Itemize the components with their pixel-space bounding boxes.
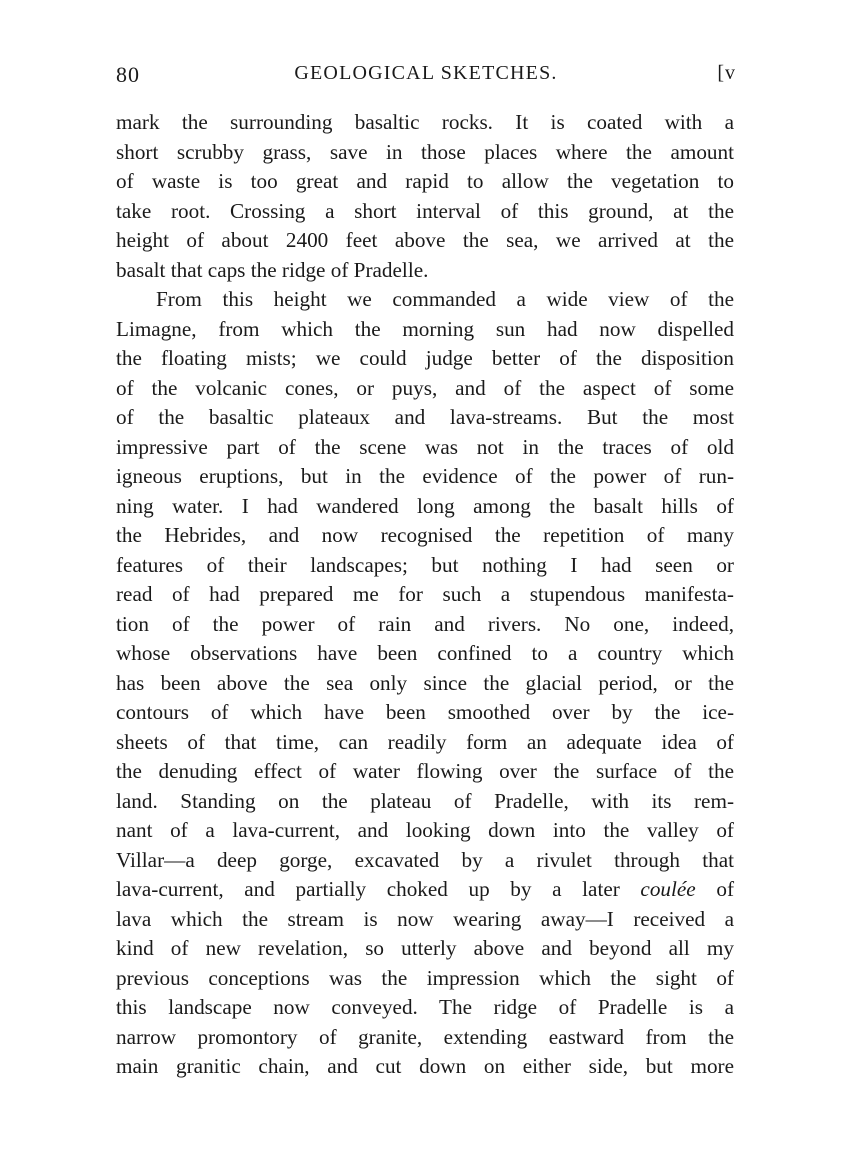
- page-number: 80: [116, 62, 140, 87]
- text-line: narrow promontory of granite, extending eastward from the: [116, 1024, 734, 1049]
- text-line: previous conceptions was the impression which the sight of: [116, 965, 734, 990]
- text-line: short scrubby grass, save in those places where the amount: [116, 139, 734, 164]
- text-line: ning water. I had wandered long among the basalt hills of: [116, 493, 734, 518]
- text-line: of waste is too great and rapid to allow the vegetation to: [116, 169, 734, 193]
- text-segment: of: [716, 877, 734, 901]
- text-line: Limagne, from which the morning sun had now dispelled: [116, 316, 734, 341]
- text-line: sheets of that time, can readily form an adequate idea of: [116, 729, 734, 754]
- text-line: the denuding effect of water flowing over the surface of the: [116, 759, 734, 783]
- text-line-with-italic: [116, 875, 734, 905]
- text-line: igneous eruptions, but in the evidence of the power of run-: [116, 464, 734, 488]
- text-line: the floating mists; we could judge better of the disposition: [116, 346, 734, 370]
- body-text: [116, 108, 734, 1082]
- running-head: [116, 62, 736, 90]
- italic-term: coulée: [640, 877, 696, 901]
- text-line: land. Standing on the plateau of Pradelle, with its rem-: [116, 788, 734, 813]
- text-line: take root. Crossing a short interval of this ground, at the: [116, 198, 734, 223]
- text-line: tion of the power of rain and rivers. No one, indeed,: [116, 611, 734, 636]
- text-line: impressive part of the scene was not in the traces of old: [116, 434, 734, 459]
- text-line: the Hebrides, and now recognised the repetition of many: [116, 523, 734, 547]
- text-line: mark the surrounding basaltic rocks. It is coated with a: [116, 110, 734, 134]
- paragraph-start-line: From this height we commanded a wide view of the: [156, 287, 734, 311]
- text-line: lava which the stream is now wearing away—I received a: [116, 906, 734, 931]
- text-line: nant of a lava-current, and looking down into the valley of: [116, 818, 734, 842]
- text-line: has been above the sea only since the glacial period, or the: [116, 670, 734, 695]
- text-line: features of their landscapes; but nothing I had seen or: [116, 552, 734, 577]
- text-line: Villar—a deep gorge, excavated by a rivulet through that: [116, 847, 734, 872]
- running-title: GEOLOGICAL SKETCHES.: [294, 62, 558, 84]
- chapter-mark: [v: [717, 62, 736, 84]
- text-line: this landscape now conveyed. The ridge of Pradelle is a: [116, 995, 734, 1019]
- text-line: of the volcanic cones, or puys, and of the aspect of some: [116, 375, 734, 400]
- text-line: kind of new revelation, so utterly above and beyond all my: [116, 936, 734, 960]
- text-line: height of about 2400 feet above the sea, we arrived at the: [116, 228, 734, 252]
- text-segment: lava-current, and partially choked up by a later: [116, 877, 620, 901]
- text-line: main granitic chain, and cut down on either side, but more: [116, 1054, 734, 1078]
- text-line: whose observations have been confined to a country which: [116, 641, 734, 665]
- text-line: basalt that caps the ridge of Pradelle.: [116, 257, 429, 282]
- text-line: read of had prepared me for such a stupendous manifesta-: [116, 582, 734, 606]
- text-line: contours of which have been smoothed over by the ice-: [116, 700, 734, 724]
- text-line: of the basaltic plateaux and lava-streams. But the most: [116, 405, 734, 429]
